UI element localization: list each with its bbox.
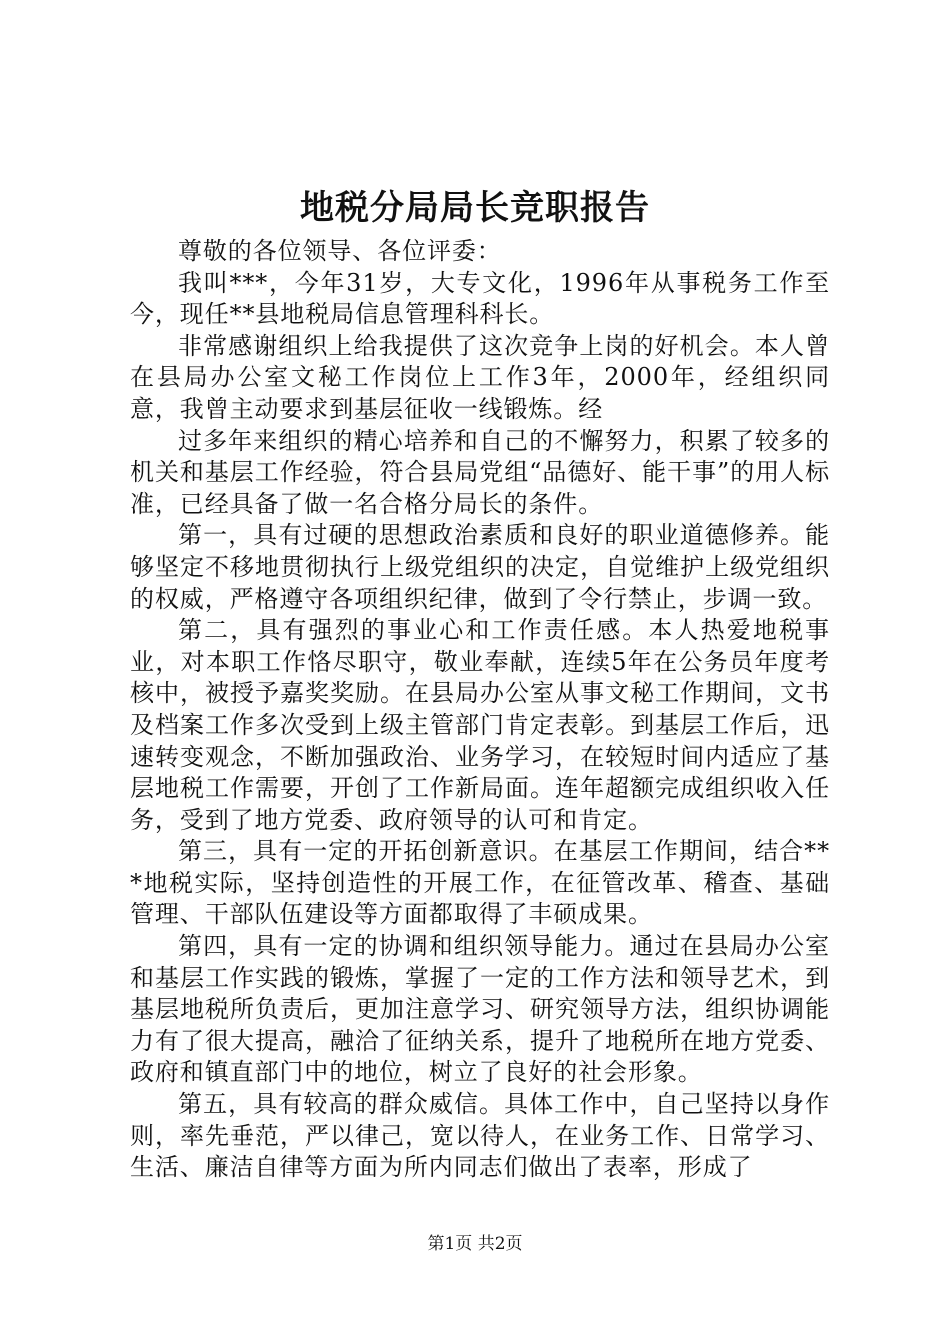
document-body xyxy=(130,236,830,1184)
paragraph-point-one: 第一，具有过硬的思想政治素质和良好的职业道德修养。能够坚定不移地贯彻执行上级党组织的决定，自觉维护上级党组织的权威，严格遵守各项组织纪律，做到了令行禁止，步调一致。 xyxy=(130,521,830,613)
paragraph-point-four: 第四，具有一定的协调和组织领导能力。通过在县局办公室和基层工作实践的锻炼，掌握了一定的工作方法和领导艺术，到基层地税所负责后，更加注意学习、研究领导方法，组织协调能力有了很大提高，融洽了征纳关系，提升了地税所在地方党委、政府和镇直部门中的地位，树立了良好的社会形象。 xyxy=(130,932,830,1087)
document-title: 地税分局局长竞职报告 xyxy=(300,188,650,228)
paragraph-point-five: 第五，具有较高的群众威信。具体工作中，自己坚持以身作则，率先垂范，严以律己，宽以待人，在业务工作、日常学习、生活、廉洁自律等方面为所内同志们做出了表率，形成了 xyxy=(130,1090,830,1182)
paragraph-thanks: 非常感谢组织上给我提供了这次竞争上岗的好机会。本人曾在县局办公室文秘工作岗位上工作3年，2000年，经组织同意，我曾主动要求到基层征收一线锻炼。经 xyxy=(130,331,830,423)
paragraph-introduction: 我叫***，今年31岁，大专文化，1996年从事税务工作至今，现任**县地税局信息管理科科长。 xyxy=(130,268,830,329)
paragraph-experience: 过多年来组织的精心培养和自己的不懈努力，积累了较多的机关和基层工作经验，符合县局党组“品德好、能干事”的用人标准，已经具备了做一名合格分局长的条件。 xyxy=(130,426,830,518)
paragraph-salutation: 尊敬的各位领导、各位评委： xyxy=(178,237,502,265)
page-number-footer: 第1页 共2页 xyxy=(427,1234,523,1254)
paragraph-point-three: 第三，具有一定的开拓创新意识。在基层工作期间，结合***地税实际，坚持创造性的开展工作，在征管改革、稽查、基础管理、干部队伍建设等方面都取得了丰硕成果。 xyxy=(130,837,830,929)
paragraph-point-two: 第二，具有强烈的事业心和工作责任感。本人热爱地税事业，对本职工作恪尽职守，敬业奉献，连续5年在公务员年度考核中，被授予嘉奖奖励。在县局办公室从事文秘工作期间，文书及档案工作多次受到上级主管部门肯定表彰。到基层工作后，迅速转变观念，不断加强政治、业务学习，在较短时间内适应了基层地税工作需要，开创了工作新局面。连年超额完成组织收入任务，受到了地方党委、政府领导的认可和肯定。 xyxy=(130,616,830,834)
